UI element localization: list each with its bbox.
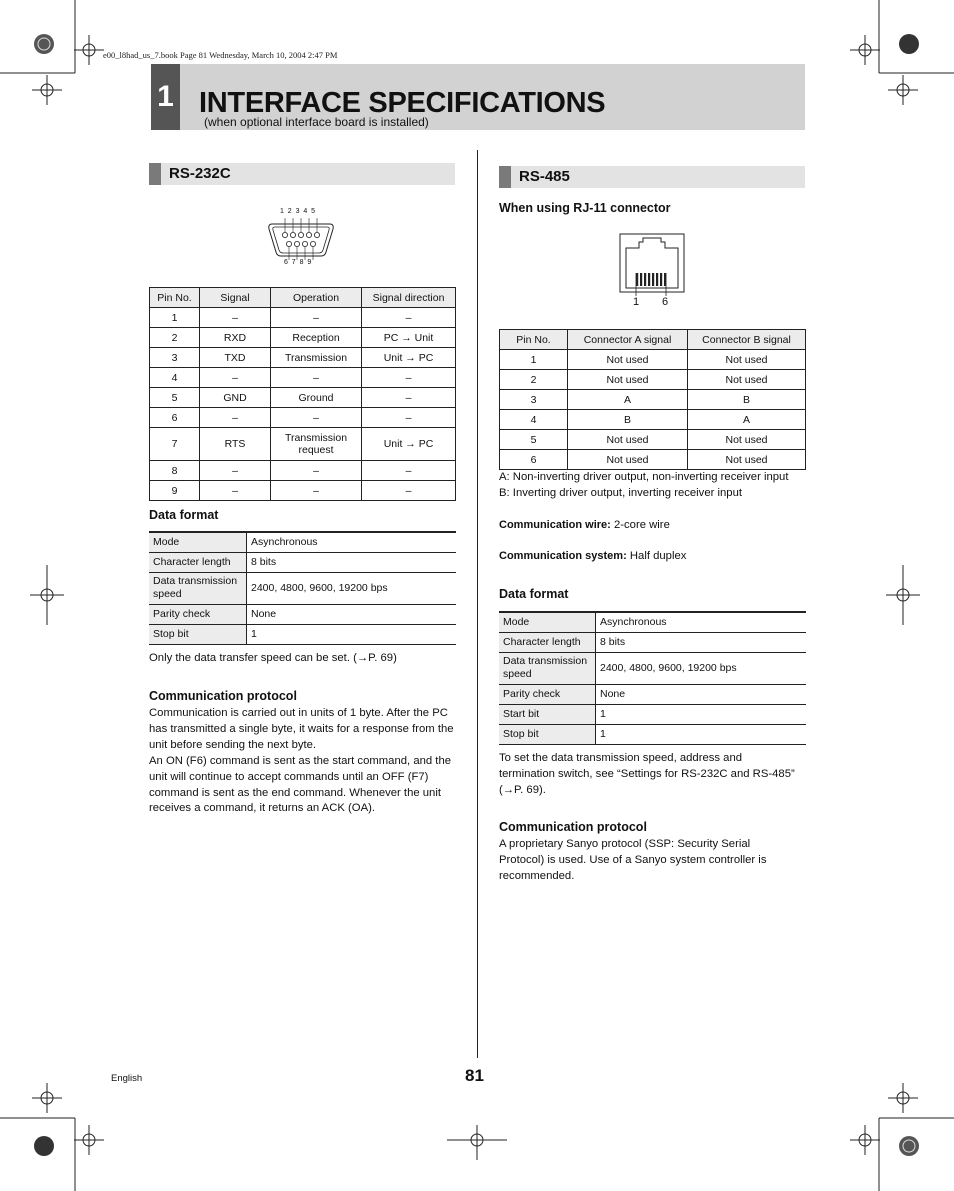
table-cell: 2400, 4800, 9600, 19200 bps	[596, 652, 807, 684]
rs232c-data-format-table	[149, 531, 456, 645]
db9-bottom-pin-labels: 6 7 8 9	[284, 259, 312, 266]
table-cell: 1	[150, 308, 200, 328]
table-cell: –	[200, 308, 271, 328]
table-cell: Reception	[271, 328, 362, 348]
rj11-pin-6-label: 6	[662, 296, 669, 308]
table-cell: Ground	[271, 388, 362, 408]
table-cell: 4	[150, 368, 200, 388]
table-row	[149, 604, 456, 624]
table-cell: 1	[247, 624, 457, 644]
table-cell: 4	[500, 410, 568, 430]
table-cell: Data transmission speed	[149, 572, 247, 604]
table-cell: TXD	[200, 348, 271, 368]
rs485-heading	[499, 166, 805, 188]
table-header-cell: Operation	[271, 288, 362, 308]
table-cell: Data transmission speed	[499, 652, 596, 684]
table-cell: RXD	[200, 328, 271, 348]
table-cell: –	[362, 308, 456, 328]
table-cell: –	[200, 368, 271, 388]
table-row	[499, 652, 806, 684]
rs232c-speed-note: Only the data transfer speed can be set. (→P. 69)	[149, 652, 397, 664]
table-cell: 8 bits	[247, 552, 457, 572]
table-cell: 8 bits	[596, 632, 807, 652]
legend-b: B: Inverting driver output, inverting receiver input	[499, 487, 743, 499]
table-cell: Character length	[499, 632, 596, 652]
table-cell: A	[568, 390, 688, 410]
table-cell: Transmission	[271, 348, 362, 368]
table-row	[150, 481, 456, 501]
table-cell: 5	[150, 388, 200, 408]
rs485-data-format-table	[499, 611, 806, 745]
rs232c-data-format-heading: Data format	[149, 508, 219, 522]
table-cell: 6	[150, 408, 200, 428]
table-cell: 1	[500, 350, 568, 370]
table-cell: –	[200, 461, 271, 481]
column-divider	[477, 150, 478, 1058]
table-cell: 7	[150, 428, 200, 461]
chapter-number: 1	[151, 64, 180, 130]
table-row	[500, 390, 806, 410]
table-header-cell: Connector B signal	[688, 330, 806, 350]
table-cell: –	[362, 408, 456, 428]
rs232c-protocol-heading: Communication protocol	[149, 689, 297, 703]
table-cell: –	[362, 481, 456, 501]
table-header-cell: Connector A signal	[568, 330, 688, 350]
table-row	[499, 632, 806, 652]
table-cell: 5	[500, 430, 568, 450]
table-cell: –	[362, 461, 456, 481]
table-row	[150, 461, 456, 481]
table-row	[499, 724, 806, 744]
communication-system	[499, 549, 809, 565]
db9-connector-diagram	[266, 208, 336, 270]
table-cell: Mode	[499, 612, 596, 632]
rj11-pin-1-label: 1	[633, 296, 640, 308]
table-header-cell: Pin No.	[500, 330, 568, 350]
table-row	[500, 450, 806, 470]
table-cell: Stop bit	[499, 724, 596, 744]
table-cell: Unit → PC	[362, 348, 456, 368]
table-cell: Not used	[568, 370, 688, 390]
table-cell: –	[271, 408, 362, 428]
table-cell: –	[271, 461, 362, 481]
table-header-cell: Signal	[200, 288, 271, 308]
table-cell: 6	[500, 450, 568, 470]
table-row	[149, 624, 456, 644]
page-subtitle: (when optional interface board is installed)	[204, 115, 429, 129]
table-row	[150, 328, 456, 348]
table-row	[149, 572, 456, 604]
table-cell: None	[596, 684, 807, 704]
rs485-heading-text: RS-485	[519, 168, 570, 185]
table-cell: Not used	[688, 350, 806, 370]
table-cell: B	[688, 390, 806, 410]
rs232c-heading	[149, 163, 455, 185]
table-header-cell: Pin No.	[150, 288, 200, 308]
table-row	[149, 532, 456, 552]
table-row	[499, 612, 806, 632]
rj11-heading: When using RJ-11 connector	[499, 201, 671, 215]
rs485-pin-table	[499, 329, 806, 470]
table-cell: Not used	[568, 350, 688, 370]
table-cell: Not used	[688, 450, 806, 470]
table-row	[150, 308, 456, 328]
table-cell: Stop bit	[149, 624, 247, 644]
table-cell: None	[247, 604, 457, 624]
page-number: 81	[465, 1066, 484, 1085]
table-row	[500, 430, 806, 450]
table-cell: A	[688, 410, 806, 430]
table-cell: –	[200, 408, 271, 428]
communication-wire	[499, 518, 809, 534]
table-cell: 8	[150, 461, 200, 481]
table-cell: 2	[150, 328, 200, 348]
table-cell: GND	[200, 388, 271, 408]
table-row	[500, 350, 806, 370]
table-cell: Unit → PC	[362, 428, 456, 461]
table-cell: B	[568, 410, 688, 430]
table-row	[500, 410, 806, 430]
table-cell: Not used	[568, 450, 688, 470]
table-row	[149, 552, 456, 572]
table-cell: Start bit	[499, 704, 596, 724]
table-cell: Asynchronous	[596, 612, 807, 632]
legend-a: A: Non-inverting driver output, non-inverting receiver input	[499, 471, 789, 483]
communication-wire-label: Communication wire:	[499, 519, 611, 531]
table-cell: Character length	[149, 552, 247, 572]
table-cell: Not used	[688, 370, 806, 390]
communication-system-label: Communication system:	[499, 550, 627, 562]
table-cell: Parity check	[149, 604, 247, 624]
table-row	[500, 370, 806, 390]
db9-top-pin-labels: 1 2 3 4 5	[280, 208, 316, 215]
table-cell: –	[200, 481, 271, 501]
table-cell: Parity check	[499, 684, 596, 704]
rs232c-protocol-paragraph-2: An ON (F6) command is sent as the start command, and the unit will continue to accept commands until an OFF (F7) command is sent as the end command. Whenever the unit receives a command, it returns an ACK (OA).	[149, 755, 452, 815]
table-cell: –	[271, 481, 362, 501]
table-cell: –	[362, 368, 456, 388]
table-cell: 3	[150, 348, 200, 368]
table-cell: Asynchronous	[247, 532, 457, 552]
rj11-connector-shape	[619, 233, 689, 313]
table-row	[499, 684, 806, 704]
rs232c-pin-table	[149, 287, 456, 501]
communication-system-value: Half duplex	[626, 550, 687, 562]
communication-wire-value: 2-core wire	[610, 519, 670, 531]
table-cell: 1	[596, 704, 807, 724]
table-cell: 3	[500, 390, 568, 410]
table-cell: –	[362, 388, 456, 408]
rs232c-heading-text: RS-232C	[169, 165, 231, 182]
rj11-connector-diagram	[619, 233, 689, 313]
page-title: INTERFACE SPECIFICATIONS	[199, 87, 606, 119]
table-cell: Transmission request	[271, 428, 362, 461]
rs232c-protocol-paragraph-1: Communication is carried out in units of 1 byte. After the PC has transmitted a single byte, it waits for a response from the unit before sending the next byte.	[149, 707, 454, 751]
table-cell: 9	[150, 481, 200, 501]
table-header-row	[500, 330, 806, 350]
table-cell: –	[271, 308, 362, 328]
table-cell: RTS	[200, 428, 271, 461]
footer-language: English	[111, 1073, 143, 1084]
table-cell: 2400, 4800, 9600, 19200 bps	[247, 572, 457, 604]
table-row	[150, 408, 456, 428]
table-row	[150, 388, 456, 408]
table-cell: Not used	[568, 430, 688, 450]
table-cell: 2	[500, 370, 568, 390]
table-row	[499, 704, 806, 724]
rs485-protocol-heading: Communication protocol	[499, 820, 647, 834]
table-row	[150, 428, 456, 461]
rs485-protocol-paragraph: A proprietary Sanyo protocol (SSP: Security Serial Protocol) is used. Use of a Sanyo system controller is recommended.	[499, 838, 767, 882]
table-cell: –	[271, 368, 362, 388]
table-header-cell: Signal direction	[362, 288, 456, 308]
table-cell: 1	[596, 724, 807, 744]
table-cell: Not used	[688, 430, 806, 450]
table-row	[150, 348, 456, 368]
table-cell: PC → Unit	[362, 328, 456, 348]
rs485-settings-note: To set the data transmission speed, address and termination switch, see “Settings for RS-232C and RS-485” (→P. 69).	[499, 752, 795, 796]
table-row	[150, 368, 456, 388]
table-header-row	[150, 288, 456, 308]
rs485-data-format-heading: Data format	[499, 587, 569, 601]
book-header: e00_l8had_us_7.book Page 81 Wednesday, March 10, 2004 2:47 PM	[103, 50, 338, 60]
table-cell: Mode	[149, 532, 247, 552]
